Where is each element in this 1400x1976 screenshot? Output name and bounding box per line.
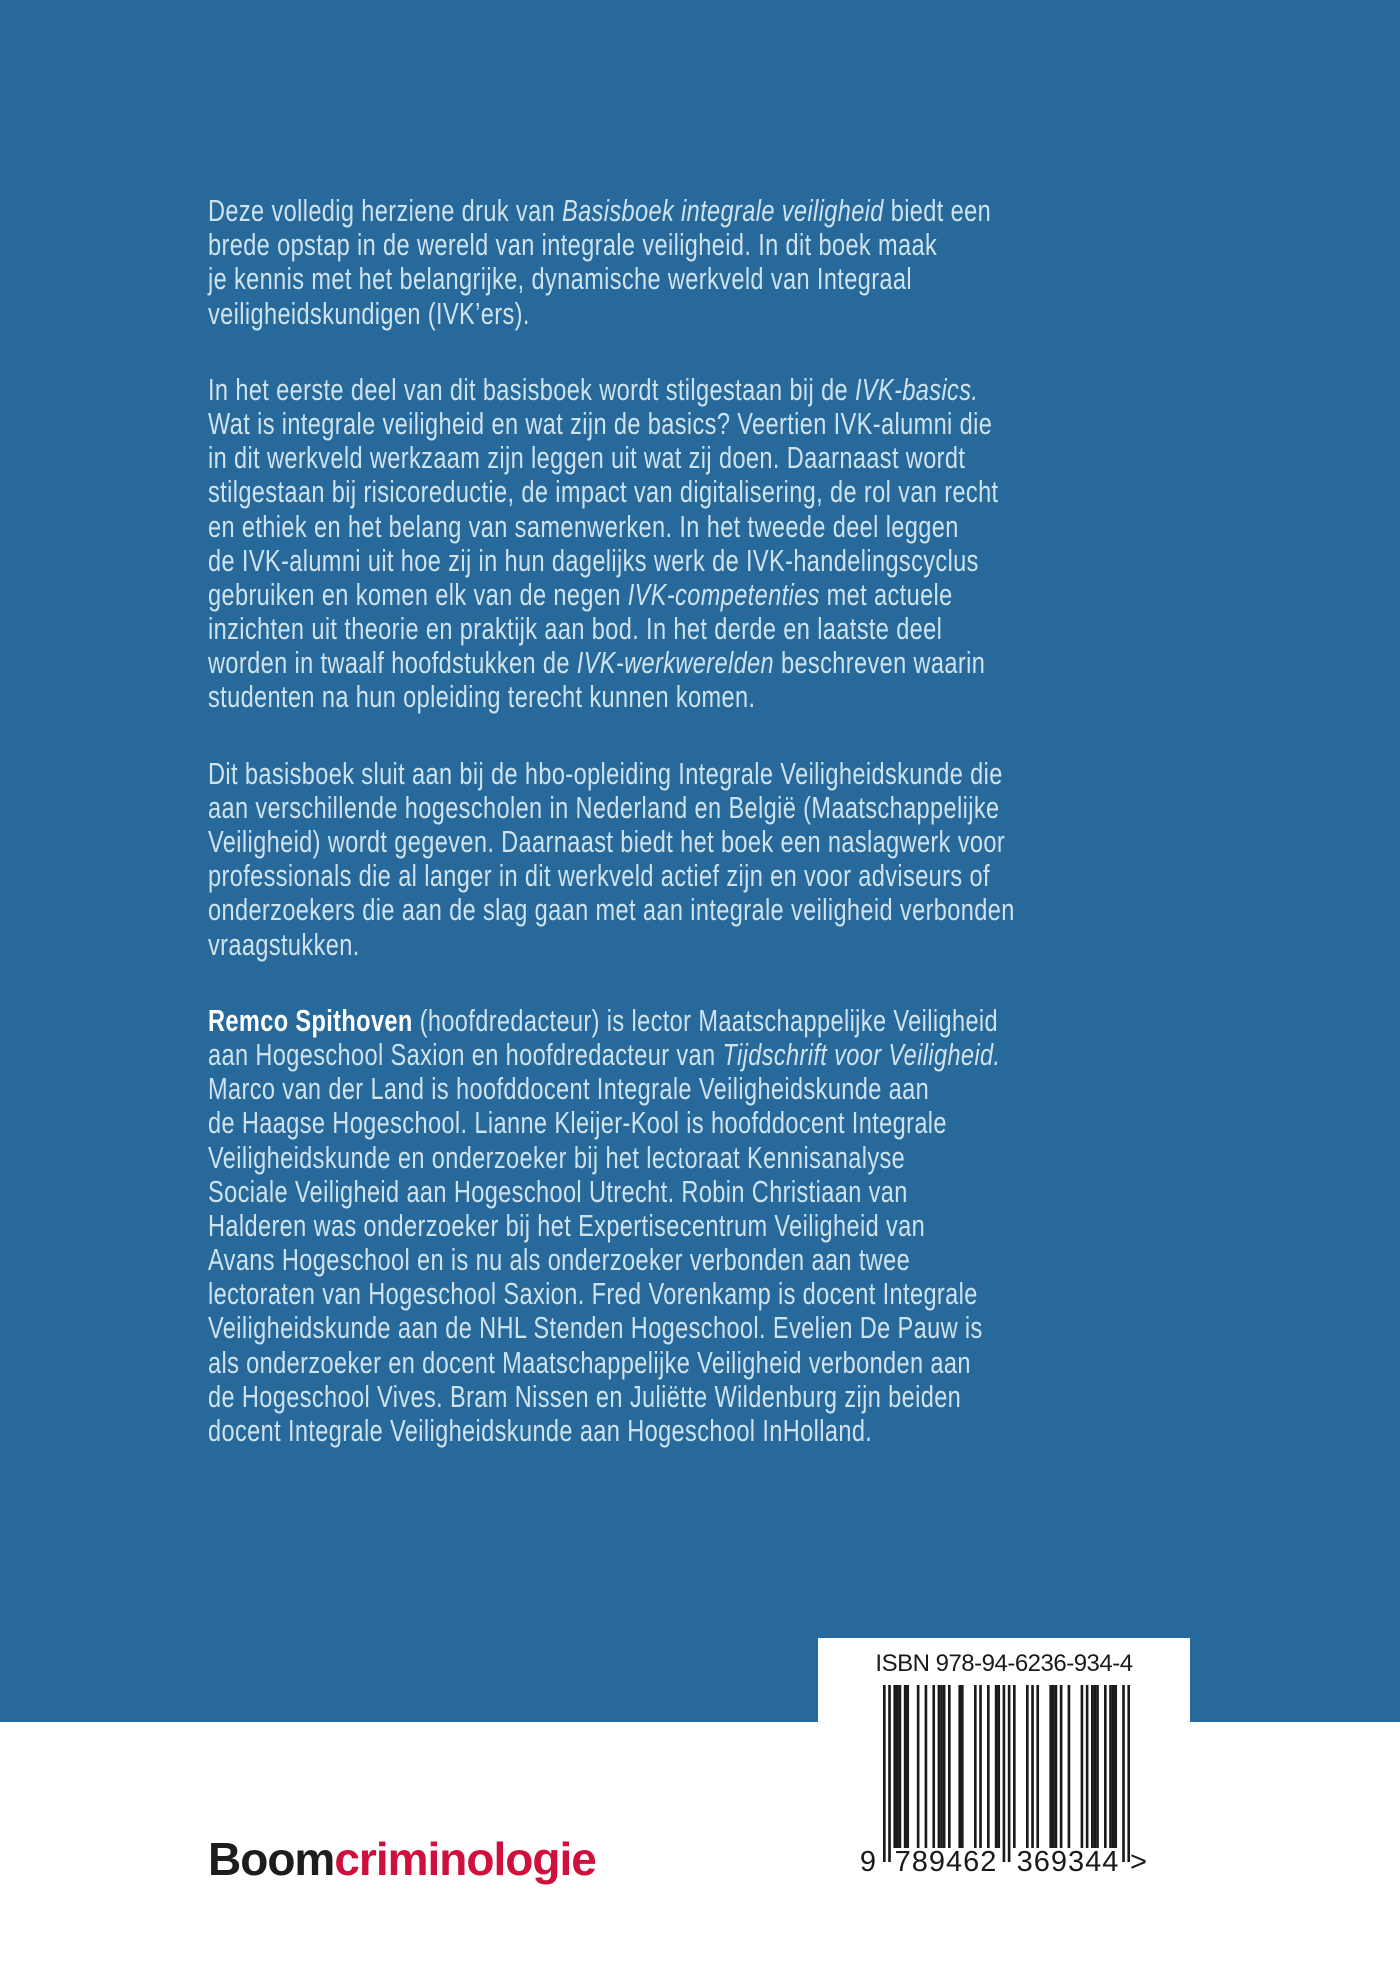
publisher-logo-criminologie: criminologie [334, 1833, 596, 1885]
blurb-line: inzichten uit theorie en praktijk aan bod. In het derde en laatste deel [208, 611, 943, 647]
blurb-line: brede opstap in de wereld van integrale veiligheid. In dit boek maak [208, 227, 938, 263]
publisher-logo-boom: Boom [208, 1833, 335, 1885]
blurb-line: de IVK-alumni uit hoe zij in hun dagelijks werk de IVK-handelingscyclus [208, 542, 979, 578]
blurb-paragraph [208, 757, 1158, 962]
blurb-line: In het eerste deel van dit basisboek wordt stilgestaan bij de IVK-basics. [208, 371, 979, 407]
blurb-line: de Hogeschool Vives. Bram Nissen en Juliëtte Wildenburg zijn beiden [208, 1378, 962, 1414]
blurb-line: Veiligheidskunde aan de NHL Stenden Hogeschool. Evelien De Pauw is [208, 1310, 983, 1346]
blurb-line: en ethiek en het belang van samenwerken. In het tweede deel leggen [208, 508, 959, 544]
blurb-paragraph [208, 194, 1158, 331]
isbn-digit-first: 9 [859, 1846, 876, 1878]
blurb-line: professionals die al langer in dit werkveld actief zijn en voor adviseurs of [208, 858, 990, 894]
isbn-digit-group2: 369344 [1016, 1846, 1120, 1878]
blurb-line: Deze volledig herziene druk van Basisboek integrale veiligheid biedt een [208, 193, 992, 228]
blurb-line: Remco Spithoven (hoofdredacteur) is lector Maatschappelijke Veiligheid [208, 1002, 999, 1038]
blurb-line: veiligheidskundigen (IVK’ers). [208, 295, 530, 331]
blurb-line: lectoraten van Hogeschool Saxion. Fred Vorenkamp is docent Integrale [208, 1276, 978, 1312]
blurb-line: onderzoekers die aan de slag gaan met aan integrale veiligheid verbonden [208, 892, 1015, 928]
blurb-line: vraagstukken. [208, 926, 360, 962]
blurb-line: Veiligheidskunde en onderzoeker bij het lectoraat Kennisanalyse [208, 1139, 906, 1175]
blurb-line: Avans Hogeschool en is nu als onderzoeker verbonden aan twee [208, 1242, 911, 1278]
isbn-label: ISBN 978-94-6236-934-4 [875, 1650, 1133, 1677]
blurb-line: aan verschillende hogescholen in Nederland en België (Maatschappelijke [208, 789, 1000, 825]
blurb-line: Marco van der Land is hoofddocent Integrale Veiligheidskunde aan [208, 1071, 930, 1107]
blurb-line: je kennis met het belangrijke, dynamische werkveld van Integraal [208, 261, 912, 297]
blurb-line: Halderen was onderzoeker bij het Expertisecentrum Veiligheid van [208, 1207, 926, 1243]
isbn-barcode-numbers [818, 1846, 1190, 1880]
blurb-line: aan Hogeschool Saxion en hoofdredacteur van Tijdschrift voor Veiligheid. [208, 1036, 1001, 1072]
blurb-line: de Haagse Hogeschool. Lianne Kleijer-Kool is hoofddocent Integrale [208, 1105, 947, 1141]
blurb-line: worden in twaalf hoofdstukken de IVK-werkwerelden beschreven waarin [208, 645, 986, 681]
back-cover-blurb [208, 194, 1158, 1448]
isbn-barcode [883, 1685, 1130, 1862]
blurb-paragraph [208, 373, 1158, 715]
blurb-paragraph [208, 1004, 1158, 1448]
blurb-line: Dit basisboek sluit aan bij de hbo-opleiding Integrale Veiligheidskunde die [208, 755, 1003, 791]
blurb-line: als onderzoeker en docent Maatschappelijke Veiligheid verbonden aan [208, 1344, 971, 1380]
blurb-line: docent Integrale Veiligheidskunde aan Hogeschool InHolland. [208, 1413, 873, 1448]
publisher-logo [208, 1832, 596, 1886]
isbn-quiet-zone-arrow: > [1130, 1846, 1147, 1878]
blurb-line: studenten na hun opleiding terecht kunnen komen. [208, 679, 756, 715]
blurb-line: Wat is integrale veiligheid en wat zijn de basics? Veertien IVK-alumni die [208, 405, 993, 441]
blurb-line: Sociale Veiligheid aan Hogeschool Utrecht. Robin Christiaan van [208, 1173, 908, 1209]
blurb-line: gebruiken en komen elk van de negen IVK-competenties met actuele [208, 576, 953, 612]
blurb-line: Veiligheid) wordt gegeven. Daarnaast biedt het boek een naslagwerk voor [208, 824, 1006, 859]
isbn-digit-group1: 789462 [894, 1846, 998, 1878]
blurb-line: in dit werkveld werkzaam zijn leggen uit wat zij doen. Daarnaast wordt [208, 440, 966, 476]
isbn-box [818, 1638, 1190, 1976]
blurb-line: stilgestaan bij risicoreductie, de impact van digitalisering, de rol van recht [208, 474, 999, 510]
